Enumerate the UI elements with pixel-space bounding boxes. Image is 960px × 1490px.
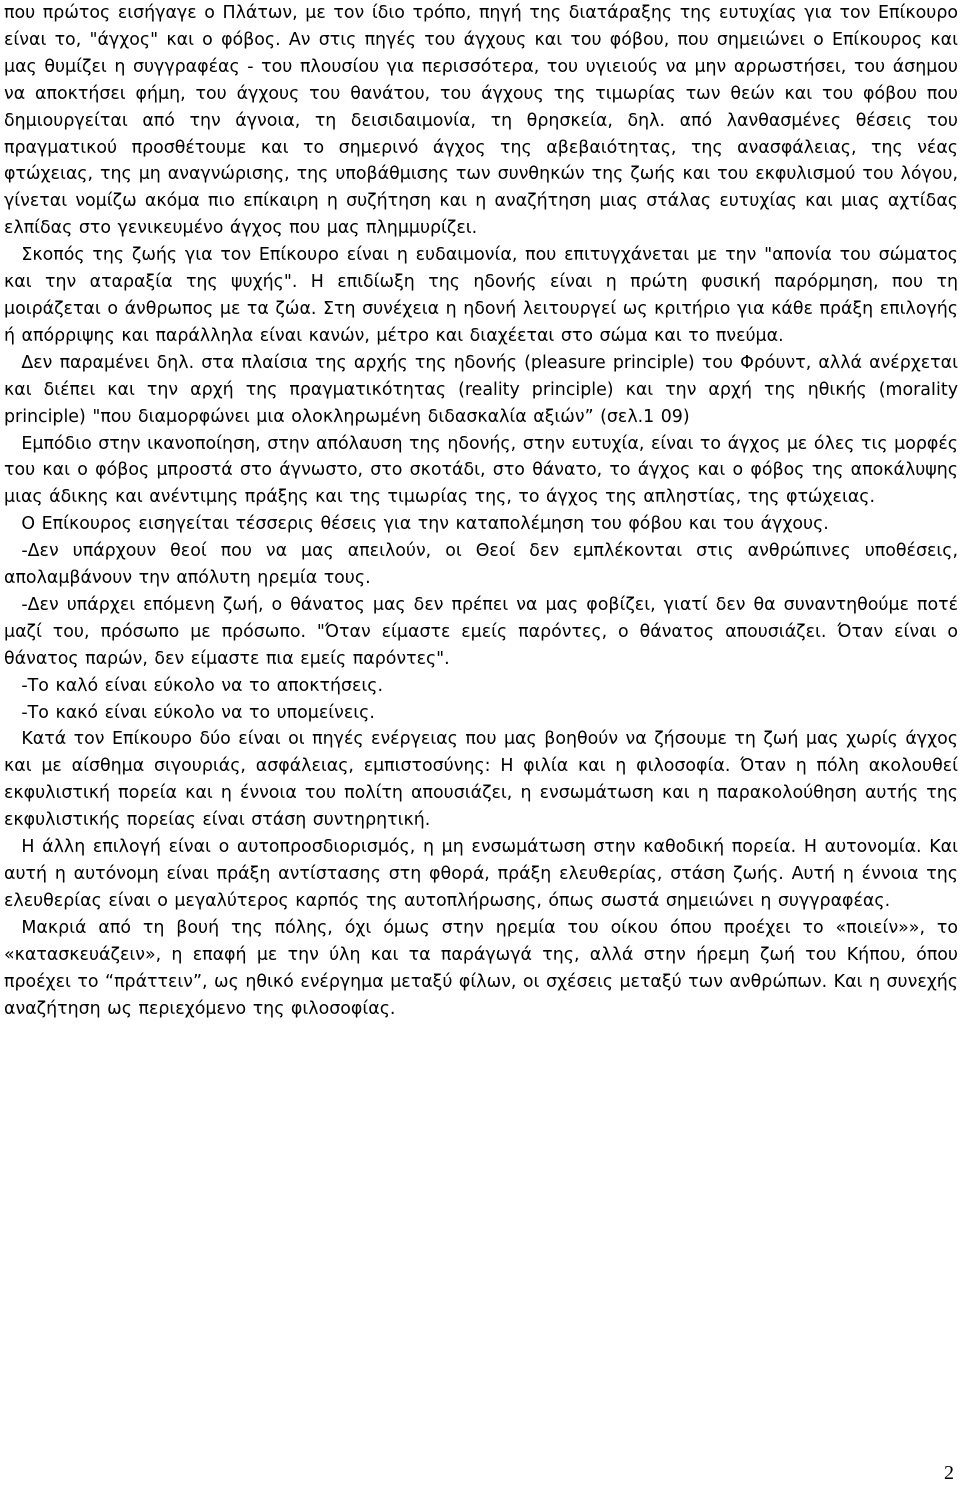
paragraph-2: Σκοπός της ζωής για τον Επίκουρο είναι η ευδαιμονία, που επιτυγχάνεται με την "απονία του σώματος και την αταραξία της ψυχής". Η επιδίωξη της ηδονής είναι η πρώτη φυσική παρόρμηση, που τη μοιράζεται ο άνθρωπος με τα ζώα. Στη συνέχεια η ηδονή λειτουργεί ως κριτήριο για κάθε πράξη επιλογής ή απόρριψης και παράλληλα είναι κανών, μέτρο και διαχέεται στο σώμα και το πνεύμα.	[4, 245, 958, 346]
paragraph-1: που πρώτος εισήγαγε ο Πλάτων, με τον ίδιο τρόπο, πηγή της διατάραξης της ευτυχίας για τον Επίκουρο είναι το, "άγχος" και ο φόβος. Αν στις πηγές του άγχους και του φόβου, που σημειώνει ο Επίκουρος και μας θυμίζει η συγγραφέας - του πλουσίου για περισσότερα, του υγιειούς να μην αρρωστήσει, του άσημου να αποκτήσει φήμη, του άγχους του θανάτου, του άγχους της τιμωρίας των θεών και του φόβου που δημιουργείται από την άγνοια, τη δεισιδαιμονία, τη θρησκεία, δηλ. από λανθασμένες θέσεις του πραγματικού προσθέτουμε και το σημερινό άγχος της αβεβαιότητας, της ανασφάλειας, της νέας φτώχειας, της μη αναγνώρισης, της υποβάθμισης των συνθηκών της ζωής και του εκφυλισμού του λόγου, γίνεται νομίζω ακόμα πιο επίκαιρη η συζήτηση και η αναζήτηση μιας στάλας ευτυχίας και μιας αχτίδας ελπίδας στο γενικευμένο άγχος που μας πλημμυρίζει.	[4, 3, 958, 239]
document-body	[4, 0, 958, 1022]
paragraph-12: Μακριά από τη βουή της πόλης, όχι όμως στην ηρεμία του οίκου όπου προέχει το «ποιείν»», το «κατασκευάζειν», η επαφή με την ύλη και τα παράγωγά της, αλλά στην ήρεμη ζωή του Κήπου, όπου προέχει το “πράττειν”, ως ηθικό ενέργημα μεταξύ φίλων, οι σχέσεις μεταξύ των ανθρώπων. Και η συνεχής αναζήτηση ως περιεχόμενο της φιλοσοφίας.	[4, 917, 958, 1019]
paragraph-7: -Δεν υπάρχει επόμενη ζωή, ο θάνατος μας δεν πρέπει να μας φοβίζει, γιατί δεν θα συναντηθούμε ποτέ μαζί του, πρόσωπο με πρόσωπο. "Όταν είμαστε εμείς παρόντες, ο θάνατος απουσιάζει. Όταν είναι ο θάνατος παρών, δεν είμαστε πια εμείς παρόντες".	[4, 594, 958, 669]
paragraph-4: Εμπόδιο στην ικανοποίηση, στην απόλαυση της ηδονής, στην ευτυχία, είναι το άγχος με όλες τις μορφές του και ο φόβος μπροστά στο άγνωστο, στο σκοτάδι, στο θάνατο, το άγχος και ο φόβος της αποκάλυψης μιας άδικης και ανέντιμης πράξης και της τιμωρίας της, το άγχος της απληστίας, της φτώχειας.	[4, 433, 958, 508]
paragraph-10: Κατά τον Επίκουρο δύο είναι οι πηγές ενέργειας που μας βοηθούν να ζήσουμε τη ζωή μας χωρίς άγχος και με αίσθημα σιγουριάς, ασφάλειας, εμπιστοσύνης: Η φιλία και η φιλοσοφία. Όταν η πόλη ακολουθεί εκφυλιστική πορεία και η έννοια του πολίτη απουσιάζει, η ενσωμάτωση και η παρακολούθηση αυτής της εκφυλιστικής πορείας είναι στάση συντηρητική.	[4, 729, 958, 831]
paragraph-3: Δεν παραμένει δηλ. στα πλαίσια της αρχής της ηδονής (pleasure principle) του Φρόυντ, αλλά ανέρχεται και διέπει και την αρχή της πραγματικότητας (reality principle) και την αρχή της ηθικής (moraIity principle) "που διαμορφώνει μια ολοκληρωμένη διδασκαλία αξιών” (σελ.1 09)	[4, 352, 958, 427]
paragraph-5: Ο Επίκουρος εισηγείται τέσσερις θέσεις για την καταπολέμηση του φόβου και του άγχους.	[21, 514, 829, 535]
paragraph-8: -Το καλό είναι εύκολο να το αποκτήσεις.	[21, 675, 384, 696]
paragraph-11: Η άλλη επιλογή είναι ο αυτοπροσδιορισμός, η μη ενσωμάτωση στην καθοδική πορεία. Η αυτονομία. Και αυτή η αυτόνομη είναι πράξη αντίστασης στη φθορά, πράξη ελευθερίας, στάση ζωής. Αυτή η έννοια της ελευθερίας είναι ο μεγαλύτερος καρπός της αυτοπλήρωσης, όπως σωστά σημειώνει η συγγραφέας.	[4, 837, 958, 911]
paragraph-9: -Το κακό είναι εύκολο να το υπομείνεις.	[21, 702, 375, 723]
paragraph-6: -Δεν υπάρχουν θεοί που να μας απειλούν, οι Θεοί δεν εμπλέκονται στις ανθρώπινες υποθέσεις, απολαμβάνουν την απόλυτη ηρεμία τους.	[4, 541, 958, 589]
page-number: 2	[944, 1462, 954, 1484]
